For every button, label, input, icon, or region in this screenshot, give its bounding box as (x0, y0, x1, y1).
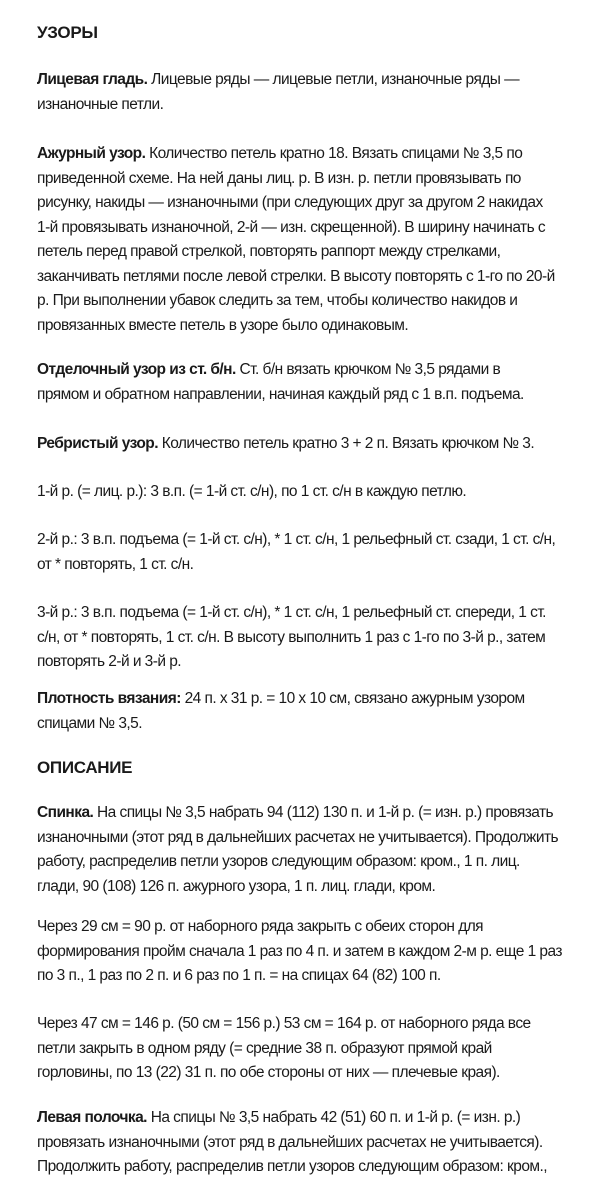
term-stockinette: Лицевая гладь. (37, 71, 148, 88)
paragraph-left-front (37, 1106, 562, 1180)
paragraph-lace-pattern (37, 142, 557, 338)
paragraph-armholes: Через 29 см = 90 р. от наборного ряда закрыть с обеих сторон для формирования пройм сначала 1 раз по 4 п. и затем в каждом 2-м р. еще 1 раз по 3 п., 1 раз по 2 п. и 6 раз по 1 п. = на спицах 64 (82) 100 п. (37, 918, 562, 984)
term-lace-pattern: Ажурный узор. (37, 145, 146, 162)
text-left-front: На спицы № 3,5 набрать 42 (51) 60 п. и 1-й р. (= изн. р.) провязать изнаночными (этот ряд в дальнейших расчетах не учитывается). Продолжить работу, распределив петли узоров следующим образом: кром., (37, 1109, 548, 1175)
term-gauge: Плотность вязания: (37, 690, 181, 707)
paragraph-row-2: 2-й р.: 3 в.п. подъема (= 1-й ст. с/н), * 1 ст. с/н, 1 рельефный ст. сзади, 1 ст. с/н, от * повторять, 1 ст. с/н. (37, 531, 556, 573)
text-ribbed-pattern: Количество петель кратно 3 + 2 п. Вязать крючком № 3. (157, 435, 535, 452)
paragraph-stockinette (37, 68, 537, 117)
section-heading-description: ОПИСАНИЕ (37, 758, 133, 777)
term-ribbed-pattern: Ребристый узор. (37, 435, 158, 452)
text-lace-pattern: Количество петель кратно 18. Вязать спицами № 3,5 по приведенной схеме. На ней даны лиц. р. В изн. р. петли провязывать по рисунку, накиды — изнаночными (при следующих друг за другом 2 накидах 1-й провязывать изнаночной, 2-й — изн. скрещенной). В ширину начинать с петель перед правой стрелкой, повторять раппорт между стрелками, заканчивать петлями после левой стрелки. В высоту повторять с 1-го по 20-й р. При выполнении убавок следить за тем, чтобы количество накидов и провязанных вместе петель в узоре было одинаковым. (37, 145, 555, 334)
text-gauge: 24 п. х 31 р. = 10 х 10 см, связано ажурным узором спицами № 3,5. (37, 690, 525, 732)
paragraph-finishing-pattern (37, 358, 547, 407)
text-finishing-pattern: Ст. б/н вязать крючком № 3,5 рядами в прямом и обратном направлении, начиная каждый ряд с 1 в.п. подъема. (37, 361, 524, 403)
text-back: На спицы № 3,5 набрать 94 (112) 130 п. и 1-й р. (= изн. р.) провязать изнаночными (этот ряд в дальнейших расчетах не учитывается). Продолжить работу, распределив петли узоров следующим образом: кром., 1 п. лиц. глади, 90 (108) 126 п. ажурного узора, 1 п. лиц. глади, кром. (37, 804, 559, 895)
term-left-front: Левая полочка. (37, 1109, 147, 1126)
paragraph-back (37, 801, 562, 899)
text-stockinette: Лицевые ряды — лицевые петли, изнаночные ряды — изнаночные петли. (37, 71, 520, 113)
section-heading-patterns: УЗОРЫ (37, 23, 98, 42)
paragraph-row-1: 1-й р. (= лиц. р.): 3 в.п. (= 1-й ст. с/н), по 1 ст. с/н в каждую петлю. (37, 483, 467, 500)
term-finishing-pattern: Отделочный узор из ст. б/н. (37, 361, 236, 378)
paragraph-row-3: 3-й р.: 3 в.п. подъема (= 1-й ст. с/н), * 1 ст. с/н, 1 рельефный ст. спереди, 1 ст. с/н, от * повторять, 1 ст. с/н. В высоту выполнить 1 раз с 1-го по 3-й р., затем повторять 2-й и 3-й р. (37, 604, 546, 670)
paragraph-shoulders: Через 47 см = 146 р. (50 см = 156 р.) 53 см = 164 р. от наборного ряда все петли закрыть в одном ряду (= средние 38 п. образуют прямой край горловины, по 13 (22) 31 п. по обе стороны от них — плечевые края). (37, 1015, 531, 1081)
paragraph-ribbed-pattern (37, 432, 577, 457)
term-back: Спинка. (37, 804, 94, 821)
paragraph-gauge (37, 687, 557, 736)
